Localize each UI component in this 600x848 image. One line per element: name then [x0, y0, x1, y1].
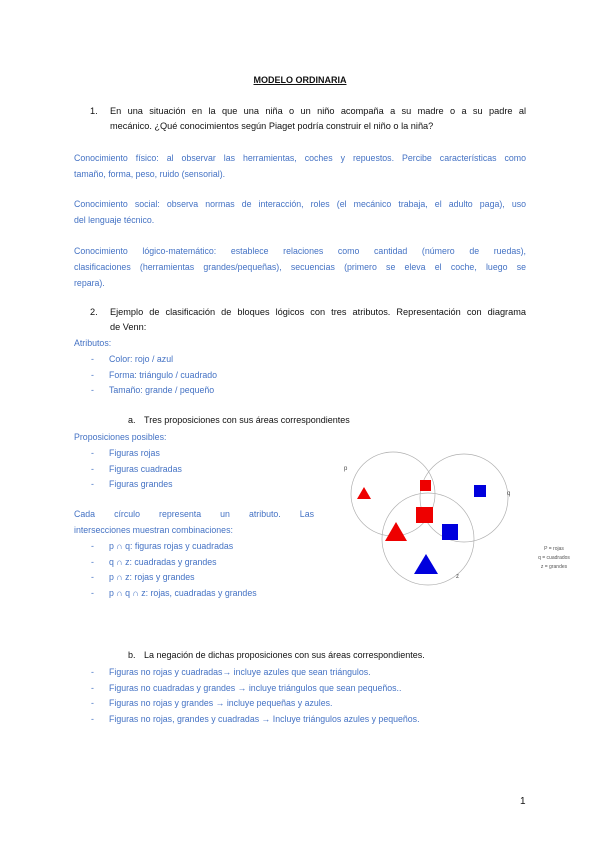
question-2-line-1: Ejemplo de clasificación de bloques lógicos con tres atributos. Representación con diagrama: [110, 307, 526, 317]
section-a-heading: [128, 415, 350, 425]
list-item: - Figuras no cuadradas y grandes → incluye triángulos que sean pequeños..: [91, 682, 402, 693]
atributos-heading: Atributos:: [74, 338, 112, 348]
circulo-paragraph: [74, 507, 314, 538]
proposiciones-heading: Proposiciones posibles:: [74, 432, 167, 442]
document-title: MODELO ORDINARIA: [253, 75, 347, 85]
answer-logico-line-3: repara).: [74, 278, 105, 288]
intersecciones-list: [91, 539, 321, 603]
large-blue-square: [442, 524, 458, 540]
answer-logico-line-2: clasificaciones (herramientas grandes/pequeñas), secuencias (primero se eleva el coche, luego se: [74, 262, 526, 272]
large-red-triangle: [385, 522, 407, 541]
list-item: - p ∩ z: rojas y grandes: [91, 572, 195, 582]
venn-label-q: q: [507, 491, 511, 497]
venn-legend-line-2: q = cuadrados: [538, 555, 570, 561]
section-a-letter: a.: [128, 415, 136, 425]
page-number: 1: [520, 796, 526, 807]
question-1: [90, 104, 526, 136]
question-1-number: 1.: [90, 106, 98, 116]
proposiciones-list: [91, 446, 311, 494]
venn-circle-q: [420, 454, 511, 542]
circulo-line-2: intersecciones muestran combinaciones:: [74, 524, 233, 535]
venn-diagram: [330, 445, 600, 595]
list-item: - Tamaño: grande / pequeño: [91, 385, 215, 395]
list-item: - Figuras cuadradas: [91, 463, 182, 474]
large-red-square: [416, 507, 433, 523]
section-b-title: La negación de dichas proposiciones con sus áreas correspondientes.: [144, 650, 425, 660]
list-item: - q ∩ z: cuadradas y grandes: [91, 556, 217, 567]
small-red-triangle: [357, 487, 371, 499]
answer-social-line-2: del lenguaje técnico.: [74, 215, 155, 225]
question-1-line-1: En una situación en la que una niña o un niño acompaña a su madre o a su padre al: [110, 106, 526, 116]
small-blue-square: [474, 485, 486, 497]
small-red-square: [420, 480, 431, 491]
list-item: - Figuras no rojas y cuadradas→ incluye azules que sean triángulos.: [91, 667, 371, 677]
answer-fisico-line-2: tamaño, forma, peso, ruido (sensorial).: [74, 169, 226, 179]
venn-legend-line-1: P = rojas: [544, 546, 564, 552]
list-item: - p ∩ q: figuras rojas y cuadradas: [91, 541, 234, 551]
answer-logico-line-1: Conocimiento lógico-matemático: establece relaciones como cantidad (número de ruedas),: [74, 246, 526, 256]
question-2-number: 2.: [90, 307, 98, 317]
large-blue-triangle: [414, 554, 438, 574]
circulo-line-1: Cada círculo representa un atributo. Las: [74, 509, 314, 519]
answer-fisico: [74, 150, 526, 182]
venn-legend-line-3: z = grandes: [540, 564, 568, 570]
question-2-line-2: de Venn:: [110, 322, 147, 332]
list-item: - Figuras no rojas y grandes → incluye pequeñas y azules.: [91, 698, 333, 708]
list-item: - Figuras rojas: [91, 448, 160, 458]
answer-fisico-line-1: Conocimiento físico: al observar las herramientas, coches y repuestos. Percibe características como: [74, 153, 526, 163]
section-b-heading: [128, 650, 425, 660]
list-item: - p ∩ q ∩ z: rojas, cuadradas y grandes: [91, 587, 257, 598]
negaciones-list: [91, 665, 511, 729]
section-b-letter: b.: [128, 650, 136, 660]
question-2: [90, 305, 526, 337]
section-a-title: Tres proposiciones con sus áreas correspondientes: [144, 415, 350, 425]
list-item: - Forma: triángulo / cuadrado: [91, 369, 218, 380]
answer-social: [74, 196, 526, 228]
list-item: - Figuras grandes: [91, 479, 173, 489]
atributos-list: [91, 352, 391, 400]
venn-label-z: z: [456, 574, 459, 580]
answer-logico: [74, 243, 526, 291]
answer-social-line-1: Conocimiento social: observa normas de interacción, roles (el mecánico trabaja, el adulto paga), uso: [74, 199, 526, 209]
venn-label-p: p: [344, 466, 348, 472]
question-1-line-2: mecánico. ¿Qué conocimientos según Piaget podría construir el niño o la niña?: [110, 121, 434, 131]
list-item: - Figuras no rojas, grandes y cuadradas → Incluye triángulos azules y pequeños.: [91, 713, 420, 724]
list-item: - Color: rojo / azul: [91, 354, 174, 364]
